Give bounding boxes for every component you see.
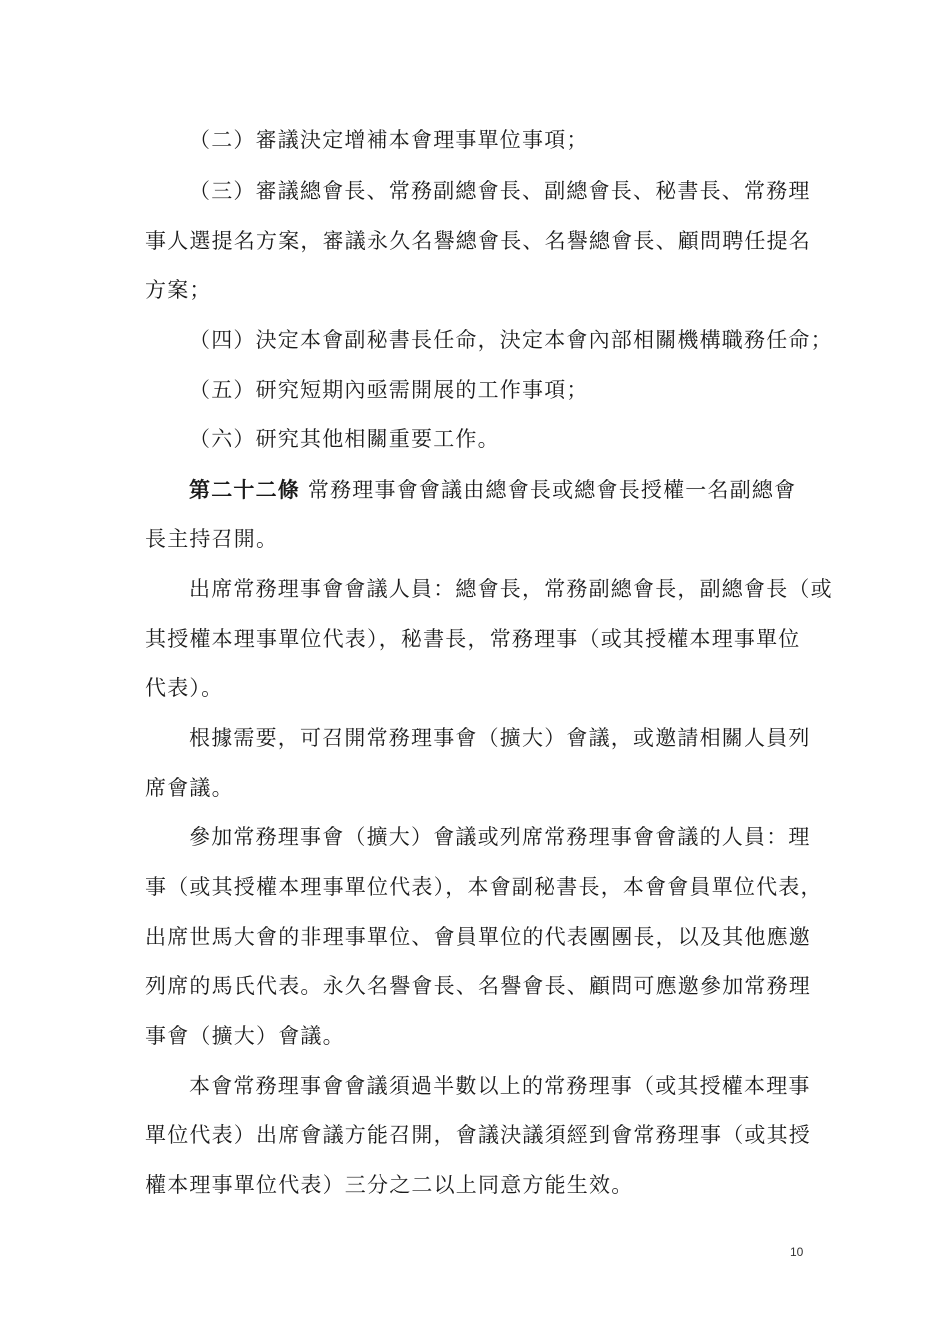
- paragraph-line: 事會（擴大）會議。: [145, 1024, 345, 1048]
- paragraph-line: 權本理事單位代表）三分之二以上同意方能生效。: [145, 1173, 634, 1197]
- article-line: [189, 475, 796, 505]
- paragraph-line: 代表）。: [145, 676, 224, 700]
- paragraph-line: 方案；: [145, 278, 212, 302]
- paragraph-line: 事人選提名方案，審議永久名譽總會長、名譽總會長、顧問聘任提名: [145, 229, 811, 253]
- paragraph-line: 事（或其授權本理事單位代表），本會副秘書長，本會會員單位代表，: [145, 875, 823, 899]
- paragraph-line: 其授權本理事單位代表），秘書長，常務理事（或其授權本理事單位: [145, 627, 801, 651]
- paragraph-line: 根據需要，可召開常務理事會（擴大）會議，或邀請相關人員列: [189, 726, 811, 750]
- paragraph-line: 單位代表）出席會議方能召開，會議決議須經到會常務理事（或其授: [145, 1123, 811, 1147]
- page-number: 10: [790, 1245, 804, 1259]
- paragraph-line: （五）研究短期內亟需開展的工作事項；: [189, 378, 589, 402]
- paragraph-line: 本會常務理事會會議須過半數以上的常務理事（或其授權本理事: [189, 1074, 811, 1098]
- paragraph-line: （六）研究其他相關重要工作。: [189, 427, 500, 451]
- paragraph-line: 出席常務理事會會議人員：總會長，常務副總會長，副總會長（或: [189, 577, 833, 601]
- paragraph-line: 列席的馬氏代表。永久名譽會長、名譽會長、顧問可應邀參加常務理: [145, 974, 811, 998]
- paragraph-line: 席會議。: [145, 776, 234, 800]
- paragraph-line: （三）審議總會長、常務副總會長、副總會長、秘書長、常務理: [189, 179, 811, 203]
- paragraph-line: （二）審議決定增補本會理事單位事項；: [189, 128, 589, 152]
- article-heading: 第二十二條: [189, 477, 300, 502]
- paragraph-line: 長主持召開。: [145, 527, 279, 551]
- paragraph-line: 參加常務理事會（擴大）會議或列席常務理事會會議的人員：理: [189, 825, 811, 849]
- paragraph-line: 出席世馬大會的非理事單位、會員單位的代表團團長，以及其他應邀: [145, 925, 811, 949]
- article-text: 常務理事會會議由總會長或總會長授權一名副總會: [307, 478, 797, 502]
- paragraph-line: （四）決定本會副秘書長任命，決定本會內部相關機構職務任命；: [189, 328, 833, 352]
